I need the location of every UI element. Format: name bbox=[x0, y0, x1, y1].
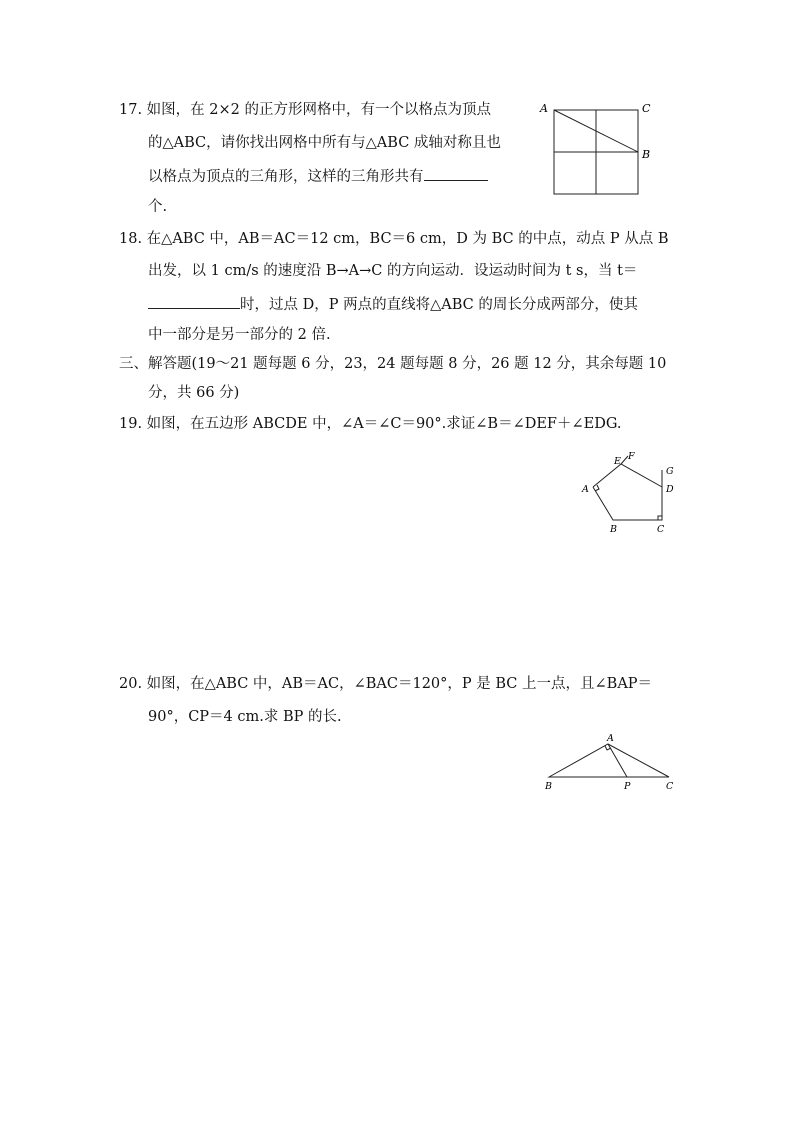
q17-grid-figure bbox=[536, 98, 656, 196]
q19-line-1: 19. 如图，在五边形 ABCDE 中，∠A＝∠C＝90°.求证∠B＝∠DEF＋∠EDG. bbox=[119, 416, 622, 432]
label-e: E bbox=[614, 456, 621, 467]
label-b: B bbox=[545, 781, 552, 792]
q20-line-1: 20. 如图，在△ABC 中，AB＝AC，∠BAC＝120°，P 是 BC 上一点，且∠BAP＝ bbox=[119, 676, 653, 692]
label-a: A bbox=[607, 733, 614, 744]
q18-answer-blank[interactable] bbox=[148, 293, 240, 309]
label-a: A bbox=[540, 102, 548, 115]
right-angle-mark-bap bbox=[605, 746, 611, 750]
label-b: B bbox=[642, 148, 651, 161]
right-angle-mark-a bbox=[595, 485, 599, 491]
label-c: C bbox=[642, 102, 651, 115]
extension-ef bbox=[621, 456, 628, 464]
q18-line-3: 时，过点 D，P 两点的直线将△ABC 的周长分成两部分，使其 bbox=[148, 293, 638, 315]
section3-heading-line-1: 三、解答题(19～21 题每题 6 分，23，24 题每题 8 分，26 题 12 分，其余每题 10 bbox=[119, 356, 667, 372]
pentagon-abcde bbox=[593, 464, 662, 520]
label-a: A bbox=[582, 484, 589, 495]
q20-line-2: 90°，CP＝4 cm.求 BP 的长. bbox=[148, 709, 342, 725]
q17-answer-blank[interactable] bbox=[424, 165, 488, 181]
q19-pentagon-figure bbox=[576, 452, 680, 538]
label-p: P bbox=[624, 781, 631, 792]
q17-line-2: 的△ABC，请你找出网格中所有与△ABC 成轴对称且也 bbox=[148, 135, 501, 151]
q18-line-2: 出发，以 1 cm/s 的速度沿 B→A→C 的方向运动．设运动时间为 t s，当 t＝ bbox=[148, 263, 638, 279]
q17-line-4: 个. bbox=[148, 199, 168, 215]
label-g: G bbox=[666, 466, 674, 477]
q17-line-3: 以格点为顶点的三角形，这样的三角形共有 bbox=[148, 165, 488, 187]
label-d: D bbox=[666, 484, 674, 495]
q18-line-4: 中一部分是另一部分的 2 倍. bbox=[148, 327, 331, 343]
label-c: C bbox=[657, 524, 665, 535]
section3-heading-line-2: 分，共 66 分) bbox=[148, 385, 240, 401]
q17-line-1: 17. 如图，在 2×2 的正方形网格中，有一个以格点为顶点 bbox=[119, 102, 491, 118]
label-b: B bbox=[610, 524, 617, 535]
label-c: C bbox=[666, 781, 674, 792]
q18-line-1: 18. 在△ABC 中，AB＝AC＝12 cm，BC＝6 cm，D 为 BC 的中点，动点 P 从点 B bbox=[119, 231, 669, 247]
q20-triangle-figure bbox=[538, 730, 682, 792]
right-angle-mark-c bbox=[658, 516, 662, 520]
label-f: F bbox=[628, 452, 635, 462]
